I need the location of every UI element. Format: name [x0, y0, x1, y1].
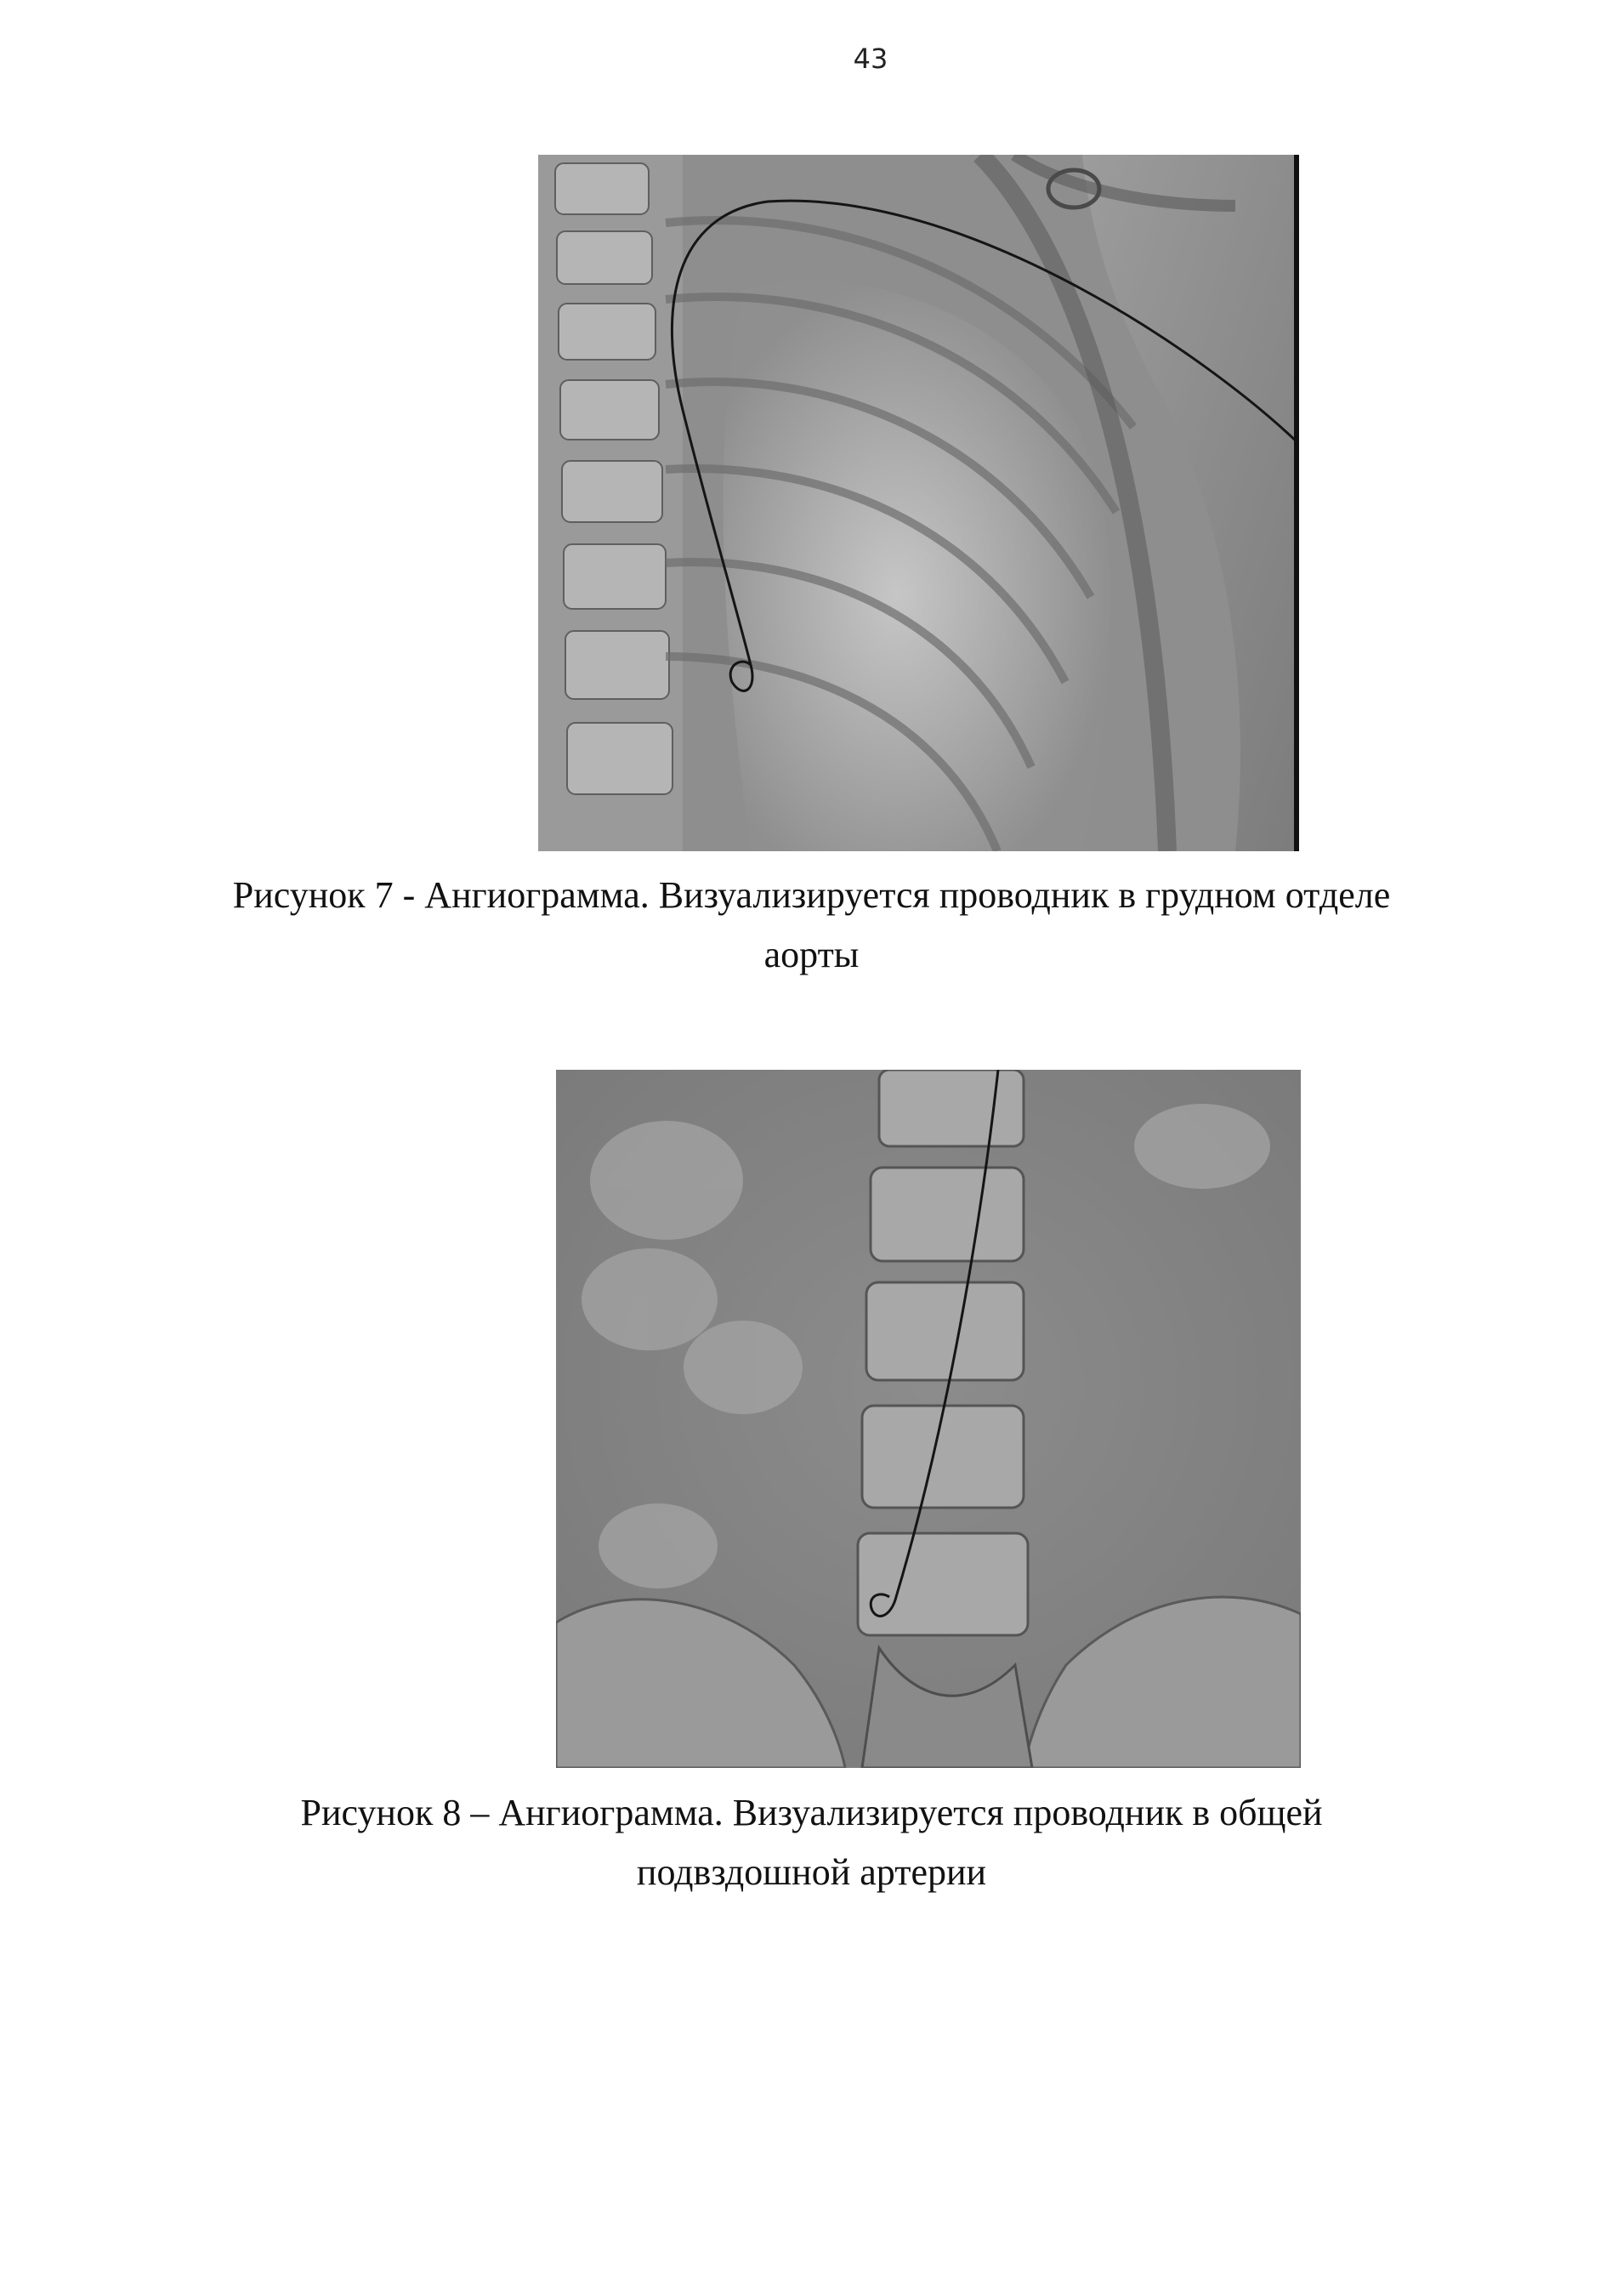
- figure-7-caption-line1: Рисунок 7 - Ангиограмма. Визуализируется проводник в грудном отделе: [232, 874, 1391, 916]
- figure-7-caption: [0, 866, 1623, 985]
- page-number: 43: [853, 43, 888, 75]
- figure-8-caption-line1: Рисунок 8 – Ангиограмма. Визуализируется проводник в общей: [300, 1792, 1323, 1833]
- figure-8-caption: [0, 1783, 1623, 1902]
- figure-7-angiogram-image: [538, 155, 1299, 851]
- figure-8-angiogram-image: [556, 1070, 1301, 1768]
- figure-7-caption-line2: аорты: [763, 934, 860, 975]
- figure-8-caption-line2: подвздошной артерии: [636, 1851, 987, 1893]
- figure-7-xray: [538, 155, 1299, 851]
- figure-8-xray: [556, 1070, 1301, 1768]
